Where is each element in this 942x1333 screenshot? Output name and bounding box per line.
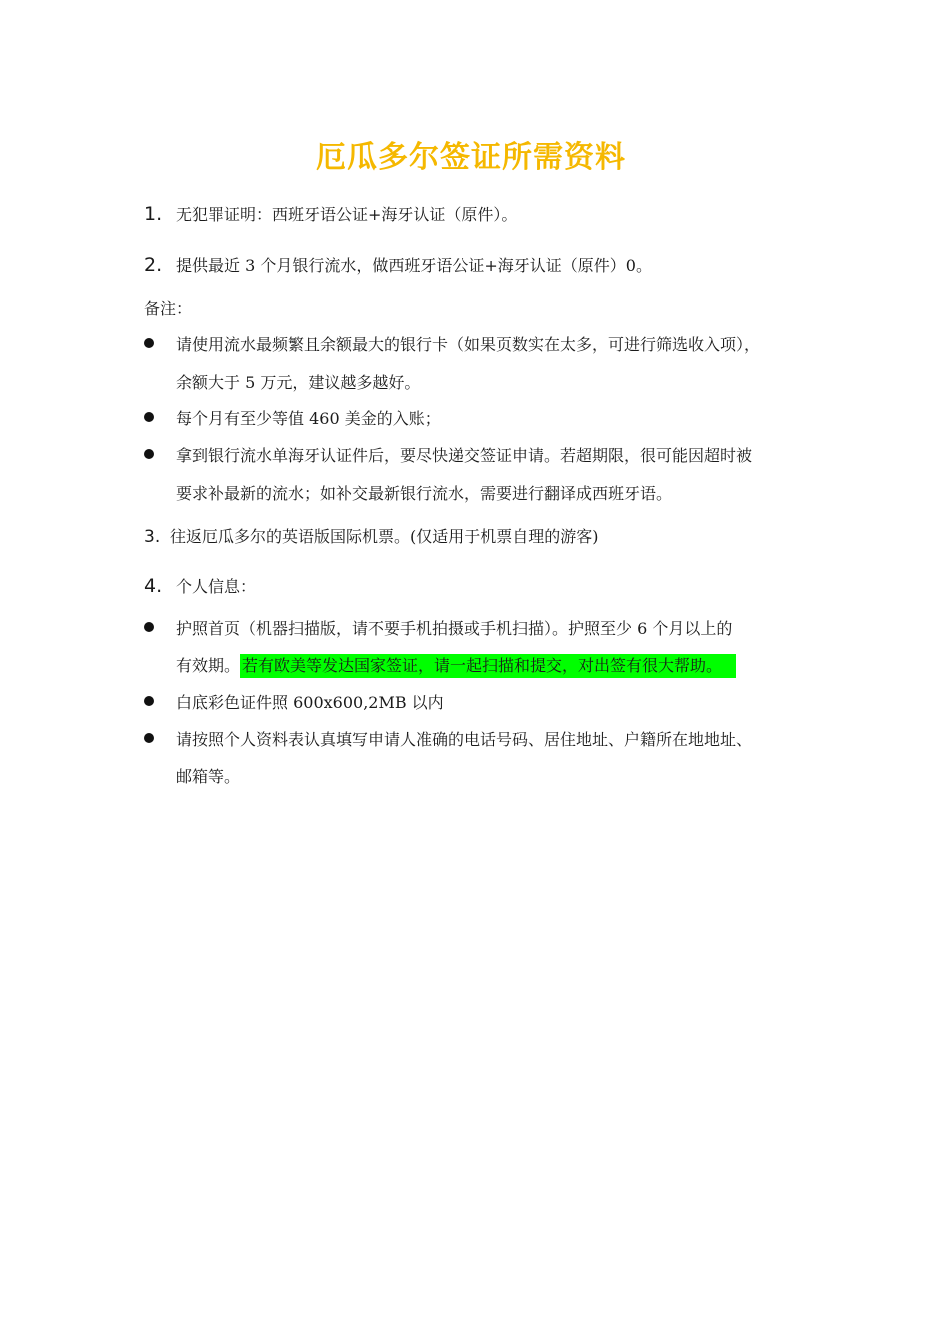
note-label: 备注： xyxy=(144,299,193,318)
info-bullet-3-line-2: 邮箱等。 xyxy=(176,767,241,786)
item-3-text: 往返厄瓜多尔的英语版国际机票。(仅适用于机票自理的游客) xyxy=(170,527,599,546)
note-bullet-1-line-1: 请使用流水最频繁且余额最大的银行卡（如果页数实在太多，可进行筛选收入项）， xyxy=(176,335,761,354)
item-4-number: 4. xyxy=(144,575,163,597)
item-3 xyxy=(144,524,599,547)
bullet-dot-icon xyxy=(144,696,154,706)
item-3-number: 3. xyxy=(144,527,161,547)
item-4-text: 个人信息： xyxy=(176,577,257,596)
note-bullet-1-line-2: 余额大于 5 万元，建议越多越好。 xyxy=(176,373,421,392)
note-bullet-3-line-1: 拿到银行流水单海牙认证件后，要尽快递交签证申请。若超期限，很可能因超时被 xyxy=(176,446,753,465)
info-bullet-2-line-1: 白底彩色证件照 600x600,2MB 以内 xyxy=(176,693,444,712)
info-bullet-1-line-2-text: 有效期。 xyxy=(176,656,241,675)
item-2-text: 提供最近 3 个月银行流水，做西班牙语公证+海牙认证（原件）0。 xyxy=(176,256,652,275)
info-bullet-1-line-2 xyxy=(176,653,736,676)
item-2-number: 2. xyxy=(144,254,163,276)
bullet-dot-icon xyxy=(144,733,154,743)
item-1 xyxy=(144,202,517,225)
bullet-dot-icon xyxy=(144,449,154,459)
page-title: 厄瓜多尔签证所需资料 xyxy=(316,140,626,175)
item-4 xyxy=(144,574,256,597)
highlighted-text: 若有欧美等发达国家签证，请一起扫描和提交，对出签有很大帮助。 xyxy=(240,654,736,678)
bullet-dot-icon xyxy=(144,622,154,632)
bullet-dot-icon xyxy=(144,412,154,422)
item-1-text: 无犯罪证明：西班牙语公证+海牙认证（原件）。 xyxy=(176,205,518,224)
info-bullet-1-line-1: 护照首页（机器扫描版，请不要手机拍摄或手机扫描）。护照至少 6 个月以上的 xyxy=(176,619,733,638)
note-bullet-3-line-2: 要求补最新的流水；如补交最新银行流水，需要进行翻译成西班牙语。 xyxy=(176,484,673,503)
item-2 xyxy=(144,253,652,276)
note-bullet-2-line-1: 每个月有至少等值 460 美金的入账； xyxy=(176,409,441,428)
item-1-number: 1. xyxy=(144,203,163,225)
info-bullet-3-line-1: 请按照个人资料表认真填写申请人准确的电话号码、居住地址、户籍所在地地址、 xyxy=(176,730,753,749)
bullet-dot-icon xyxy=(144,338,154,348)
